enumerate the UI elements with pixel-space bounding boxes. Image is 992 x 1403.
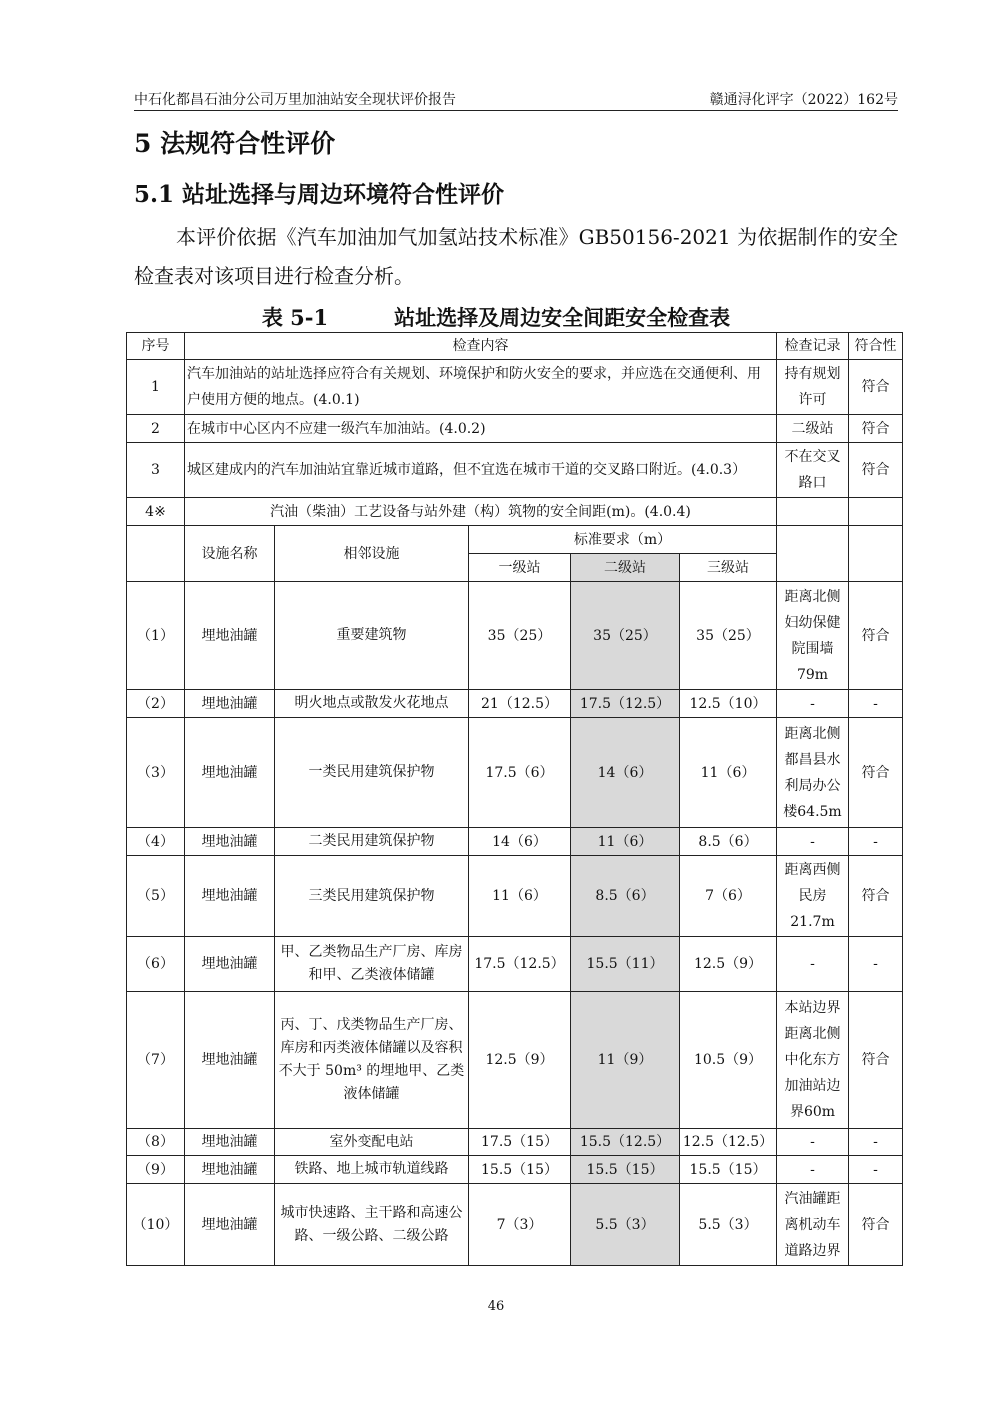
facility-cell: 埋地油罐 [185,582,275,690]
seq-cell: （9） [127,1156,185,1184]
record-cell: 本站边界距离北侧中化东方加油站边界60m [777,992,849,1129]
grade2-value: 14（6） [571,718,680,828]
page-number: 46 [487,1299,505,1314]
adjacent-facility-cell: 室外变配电站 [275,1129,469,1156]
header-seq: 序号 [127,333,185,360]
page-header [134,86,898,111]
facility-cell: 埋地油罐 [185,828,275,856]
result-cell: 符合 [849,718,903,828]
grade2-value: 35（25） [571,582,680,690]
seq-cell: （2） [127,690,185,718]
result-cell: 符合 [849,1184,903,1266]
record-cell: - [777,1156,849,1184]
distance-row [127,992,903,1129]
standard-header: 标准要求（m） [469,526,777,554]
content-cell: 在城市中心区内不应建一级汽车加油站。(4.0.2) [185,415,777,443]
record-cell: 汽油罐距离机动车道路边界 [777,1184,849,1266]
grade3-value: 7（6） [680,856,777,937]
seq-cell [127,526,185,582]
table-row [127,443,903,498]
grade3-header: 三级站 [680,554,777,582]
facility-cell: 埋地油罐 [185,992,275,1129]
table-row [127,415,903,443]
grade1-value: 21（12.5） [469,690,571,718]
adjacent-facility-cell: 铁路、地上城市轨道线路 [275,1156,469,1184]
seq-cell: 3 [127,443,185,498]
record-cell: 二级站 [777,415,849,443]
header-report-title: 中石化都昌石油分公司万里加油站安全现状评价报告 [134,92,456,108]
record-cell: 距离北侧妇幼保健院围墙79m [777,582,849,690]
grade3-value: 11（6） [680,718,777,828]
grade1-value: 17.5（15） [469,1129,571,1156]
facility-cell: 埋地油罐 [185,937,275,992]
result-cell: 符合 [849,360,903,415]
grade3-value: 35（25） [680,582,777,690]
content-cell: 汽油（柴油）工艺设备与站外建（构）筑物的安全间距(m)。(4.0.4) [185,498,777,526]
grade1-value: 15.5（15） [469,1156,571,1184]
seq-cell: （7） [127,992,185,1129]
grade2-value: 11（9） [571,992,680,1129]
grade3-value: 15.5（15） [680,1156,777,1184]
header-content: 检查内容 [185,333,777,360]
result-cell: 符合 [849,415,903,443]
table-title: 站址选择及周边安全间距安全检查表 [394,305,731,330]
safety-checklist-table [126,332,903,1266]
grade1-value: 17.5（12.5） [469,937,571,992]
grade3-value: 12.5（10） [680,690,777,718]
grade2-value: 5.5（3） [571,1184,680,1266]
record-cell: 距离北侧都昌县水利局办公楼64.5m [777,718,849,828]
facility-header: 设施名称 [185,526,275,582]
result-cell: 符合 [849,582,903,690]
result-cell: - [849,1156,903,1184]
seq-cell: （1） [127,582,185,690]
result-cell: 符合 [849,443,903,498]
distance-row [127,937,903,992]
grade1-value: 7（3） [469,1184,571,1266]
grade2-header: 二级站 [571,554,680,582]
record-cell: - [777,937,849,992]
result-cell [849,526,903,582]
distance-row [127,718,903,828]
adjacent-facility-cell: 重要建筑物 [275,582,469,690]
result-cell [849,498,903,526]
grade1-value: 17.5（6） [469,718,571,828]
result-cell: 符合 [849,856,903,937]
record-cell: - [777,690,849,718]
adjacent-facility-cell: 城市快速路、主干路和高速公路、一级公路、二级公路 [275,1184,469,1266]
distance-row [127,582,903,690]
grade3-value: 12.5（12.5） [680,1129,777,1156]
record-cell: - [777,828,849,856]
distance-row [127,1184,903,1266]
seq-cell: （4） [127,828,185,856]
seq-cell: （5） [127,856,185,937]
record-cell: - [777,1129,849,1156]
seq-cell: （8） [127,1129,185,1156]
result-cell: 符合 [849,992,903,1129]
sub-header-row [127,526,903,554]
facility-cell: 埋地油罐 [185,856,275,937]
result-cell: - [849,937,903,992]
adjacent-facility-cell: 丙、丁、戊类物品生产厂房、库房和丙类液体储罐以及容积不大于 50m³ 的埋地甲、乙类液体储罐 [275,992,469,1129]
table-caption [0,302,992,332]
grade1-header: 一级站 [469,554,571,582]
grade1-value: 11（6） [469,856,571,937]
adjacent-facility-cell: 三类民用建筑保护物 [275,856,469,937]
grade2-value: 11（6） [571,828,680,856]
table-row [127,498,903,526]
distance-row [127,1129,903,1156]
grade2-value: 8.5（6） [571,856,680,937]
facility-cell: 埋地油罐 [185,690,275,718]
record-cell: 不在交叉路口 [777,443,849,498]
facility-cell: 埋地油罐 [185,1129,275,1156]
grade2-value: 15.5（12.5） [571,1129,680,1156]
grade3-value: 5.5（3） [680,1184,777,1266]
header-document-number: 赣通浔化评字（2022）162号 [709,92,898,108]
distance-row [127,856,903,937]
result-cell: - [849,690,903,718]
grade1-value: 14（6） [469,828,571,856]
intro-paragraph: 本评价依据《汽车加油加气加氢站技术标准》GB50156-2021 为依据制作的安全检查表对该项目进行检查分析。 [134,225,898,288]
distance-row [127,828,903,856]
header-result: 符合性 [849,333,903,360]
grade1-value: 35（25） [469,582,571,690]
adjacent-facility-cell: 一类民用建筑保护物 [275,718,469,828]
header-record: 检查记录 [777,333,849,360]
grade3-value: 8.5（6） [680,828,777,856]
record-cell: 距离西侧民房21.7m [777,856,849,937]
subsection-title: 5.1 站址选择与周边环境符合性评价 [134,181,505,208]
adjacent-header: 相邻设施 [275,526,469,582]
table-number: 表 5-1 [261,305,329,330]
section-title: 5 法规符合性评价 [134,129,336,158]
table-header-row [127,333,903,360]
result-cell: - [849,1129,903,1156]
result-cell: - [849,828,903,856]
record-cell: 持有规划许可 [777,360,849,415]
grade1-value: 12.5（9） [469,992,571,1129]
seq-cell: （10） [127,1184,185,1266]
facility-cell: 埋地油罐 [185,718,275,828]
grade2-value: 15.5（15） [571,1156,680,1184]
distance-row [127,1156,903,1184]
record-cell [777,526,849,582]
distance-row [127,690,903,718]
facility-cell: 埋地油罐 [185,1184,275,1266]
seq-cell: 2 [127,415,185,443]
facility-cell: 埋地油罐 [185,1156,275,1184]
grade3-value: 12.5（9） [680,937,777,992]
content-cell: 城区建成内的汽车加油站宜靠近城市道路，但不宜选在城市干道的交叉路口附近。(4.0.3） [185,443,777,498]
seq-cell: （6） [127,937,185,992]
table-row [127,360,903,415]
grade2-value: 15.5（11） [571,937,680,992]
adjacent-facility-cell: 明火地点或散发火花地点 [275,690,469,718]
adjacent-facility-cell: 二类民用建筑保护物 [275,828,469,856]
seq-cell: 1 [127,360,185,415]
grade3-value: 10.5（9） [680,992,777,1129]
adjacent-facility-cell: 甲、乙类物品生产厂房、库房和甲、乙类液体储罐 [275,937,469,992]
grade2-value: 17.5（12.5） [571,690,680,718]
record-cell [777,498,849,526]
content-cell: 汽车加油站的站址选择应符合有关规划、环境保护和防火安全的要求，并应选在交通便利、用户使用方便的地点。(4.0.1) [185,360,777,415]
seq-cell: 4※ [127,498,185,526]
seq-cell: （3） [127,718,185,828]
